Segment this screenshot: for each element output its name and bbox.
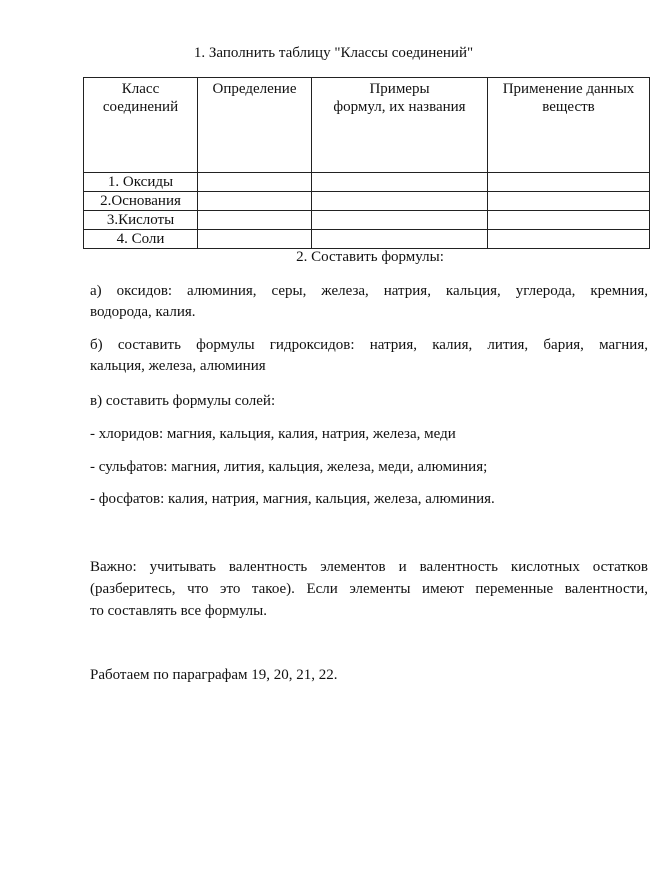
- table-header-row: [84, 78, 650, 173]
- empty-cell: [312, 192, 488, 211]
- task2-a-line2: водорода, калия.: [90, 304, 196, 320]
- empty-cell: [198, 173, 312, 192]
- important-line2: (разберитесь, что это такое). Если элементы имеют переменные валентности,: [90, 581, 648, 597]
- empty-cell: [312, 173, 488, 192]
- task2-b-line1: б) составить формулы гидроксидов: натрия, калия, лития, бария, магния,: [90, 337, 648, 353]
- task2-a-line1: а) оксидов: алюминия, серы, железа, натрия, кальция, углерода, кремния,: [90, 283, 648, 299]
- task1-title: 1. Заполнить таблицу "Классы соединений": [193, 45, 474, 61]
- footer-note: Работаем по параграфам 19, 20, 21, 22.: [90, 667, 338, 683]
- classes-table: [83, 77, 650, 249]
- empty-cell: [488, 230, 650, 249]
- row-name: 4. Соли: [84, 230, 198, 249]
- table-row: [84, 230, 650, 249]
- task2-title: 2. Составить формулы:: [296, 249, 444, 265]
- phosphates-line: - фосфатов: калия, натрия, магния, кальция, железа, алюминия.: [90, 491, 495, 507]
- task2-c: в) составить формулы солей:: [90, 393, 276, 409]
- header-usage: Применение данных веществ: [488, 78, 650, 173]
- empty-cell: [198, 192, 312, 211]
- important-line3: то составлять все формулы.: [90, 603, 267, 619]
- header-definition: Определение: [198, 78, 312, 173]
- empty-cell: [488, 192, 650, 211]
- empty-cell: [488, 211, 650, 230]
- empty-cell: [312, 211, 488, 230]
- important-line1: Важно: учитывать валентность элементов и валентность кислотных остатков: [90, 559, 648, 575]
- empty-cell: [488, 173, 650, 192]
- task2-a: [90, 281, 648, 323]
- table-row: [84, 192, 650, 211]
- header-class: Класс соединений: [84, 78, 198, 173]
- empty-cell: [198, 230, 312, 249]
- important-note: [90, 556, 648, 622]
- task2-b: [90, 335, 648, 377]
- empty-cell: [198, 211, 312, 230]
- sulfates-line: - сульфатов: магния, лития, кальция, железа, меди, алюминия;: [90, 459, 488, 475]
- empty-cell: [312, 230, 488, 249]
- row-name: 1. Оксиды: [84, 173, 198, 192]
- row-name: 2.Основания: [84, 192, 198, 211]
- task2-b-line2: кальция, железа, алюминия: [90, 358, 266, 374]
- table-row: [84, 211, 650, 230]
- chlorides-line: - хлоридов: магния, кальция, калия, натрия, железа, меди: [90, 426, 456, 442]
- header-examples: Примеры формул, их названия: [312, 78, 488, 173]
- table-row: [84, 173, 650, 192]
- row-name: 3.Кислоты: [84, 211, 198, 230]
